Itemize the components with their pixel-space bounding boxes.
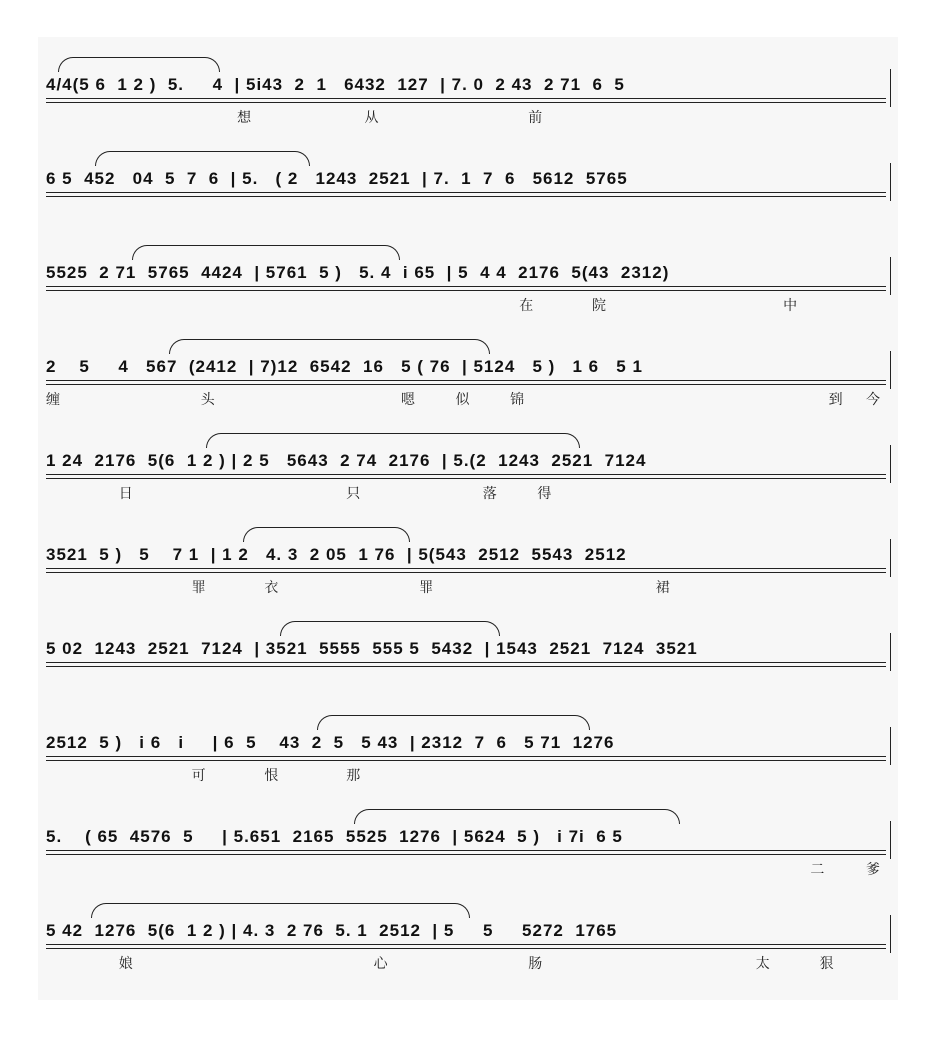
phrase-slur xyxy=(132,245,400,260)
lyric-syllable: 罪 xyxy=(419,580,434,596)
notation-line: 5525 2 71 5765 4424 | 5761 5 ) 5. 4 i 65 | 5 4 4 2176 5(43 2312) xyxy=(46,263,886,283)
phrase-slur xyxy=(58,57,220,72)
notation-line: 6 5 452 04 5 7 6 | 5. ( 2 1243 2521 | 7. 1 7 6 5612 5765 xyxy=(46,169,886,189)
lyric-syllable: 落 xyxy=(482,486,497,502)
lyric-syllable: 那 xyxy=(346,768,361,784)
lyric-syllable: 狠 xyxy=(819,956,834,972)
phrase-slur xyxy=(317,715,590,730)
lyric-syllable: 可 xyxy=(191,768,206,784)
barline xyxy=(890,351,891,389)
score-system xyxy=(38,139,898,231)
notation-line: 5 42 1276 5(6 1 2 ) | 4. 3 2 76 5. 1 2512 | 5 5 5272 1765 xyxy=(46,921,886,941)
lyric-syllable: 罪 xyxy=(191,580,206,596)
lyric-syllable: 中 xyxy=(783,298,798,314)
notation-line: 4/4(5 6 1 2 ) 5. 4 | 5i43 2 1 6432 127 | 7. 0 2 43 2 71 6 5 xyxy=(46,75,886,95)
score-system xyxy=(38,421,898,513)
lyric-syllable: 在 xyxy=(519,298,534,314)
phrase-slur xyxy=(354,809,680,824)
lyric-syllable: 恨 xyxy=(264,768,279,784)
lyric-syllable: 裙 xyxy=(655,580,670,596)
notation-line: 2 5 4 567 (2412 | 7)12 6542 16 5 ( 76 | 5124 5 ) 1 6 5 1 xyxy=(46,357,886,377)
lyric-syllable: 爹 xyxy=(866,862,880,878)
notation-line: 1 24 2176 5(6 1 2 ) | 2 5 5643 2 74 2176 | 5.(2 1243 2521 7124 xyxy=(46,451,886,471)
score-system xyxy=(38,45,898,137)
notation-line: 5. ( 65 4576 5 | 5.651 2165 5525 1276 | 5624 5 ) i 7i 6 5 xyxy=(46,827,886,847)
lyric-syllable: 二 xyxy=(810,862,825,878)
lyric-syllable: 到 xyxy=(828,392,843,408)
lyric-syllable: 院 xyxy=(592,298,606,314)
score-system xyxy=(38,327,898,419)
phrase-slur xyxy=(169,339,490,354)
barline xyxy=(890,257,891,295)
barline xyxy=(890,163,891,201)
score-system xyxy=(38,233,898,325)
phrase-slur xyxy=(95,151,310,166)
lyric-syllable: 缠 xyxy=(46,392,60,408)
lyric-syllable: 衣 xyxy=(264,580,279,596)
notation-line: 5 02 1243 2521 7124 | 3521 5555 555 5 5432 | 1543 2521 7124 3521 xyxy=(46,639,886,659)
barline xyxy=(890,69,891,107)
lyric-syllable: 头 xyxy=(200,392,215,408)
score-system xyxy=(38,515,898,607)
lyric-syllable: 日 xyxy=(118,486,133,502)
lyric-syllable: 太 xyxy=(755,956,770,972)
phrase-slur xyxy=(91,903,470,918)
phrase-slur xyxy=(243,527,410,542)
barline xyxy=(890,821,891,859)
lyric-syllable: 心 xyxy=(373,956,388,972)
lyric-syllable: 今 xyxy=(866,392,880,408)
lyric-syllable: 嗯 xyxy=(400,392,415,408)
lyric-syllable: 从 xyxy=(364,110,379,126)
notation-line: 2512 5 ) i 6 i | 6 5 43 2 5 5 43 | 2312 7 6 5 71 1276 xyxy=(46,733,886,753)
lyric-syllable: 娘 xyxy=(118,956,133,972)
score-system xyxy=(38,703,898,795)
phrase-slur xyxy=(206,433,580,448)
phrase-slur xyxy=(280,621,500,636)
lyric-syllable: 得 xyxy=(537,486,552,502)
score-system xyxy=(38,609,898,701)
barline xyxy=(890,445,891,483)
lyric-syllable: 只 xyxy=(346,486,361,502)
barline xyxy=(890,727,891,765)
lyric-syllable: 似 xyxy=(455,392,470,408)
sheet-music-page xyxy=(38,37,898,1000)
notation-line: 3521 5 ) 5 7 1 | 1 2 4. 3 2 05 1 76 | 5(543 2512 5543 2512 xyxy=(46,545,886,565)
lyric-syllable: 前 xyxy=(528,110,543,126)
score-system xyxy=(38,797,898,889)
lyric-syllable: 肠 xyxy=(528,956,543,972)
barline xyxy=(890,915,891,953)
score-system xyxy=(38,891,898,983)
lyric-syllable: 锦 xyxy=(510,392,525,408)
barline xyxy=(890,539,891,577)
lyric-syllable: 想 xyxy=(237,110,252,126)
barline xyxy=(890,633,891,671)
